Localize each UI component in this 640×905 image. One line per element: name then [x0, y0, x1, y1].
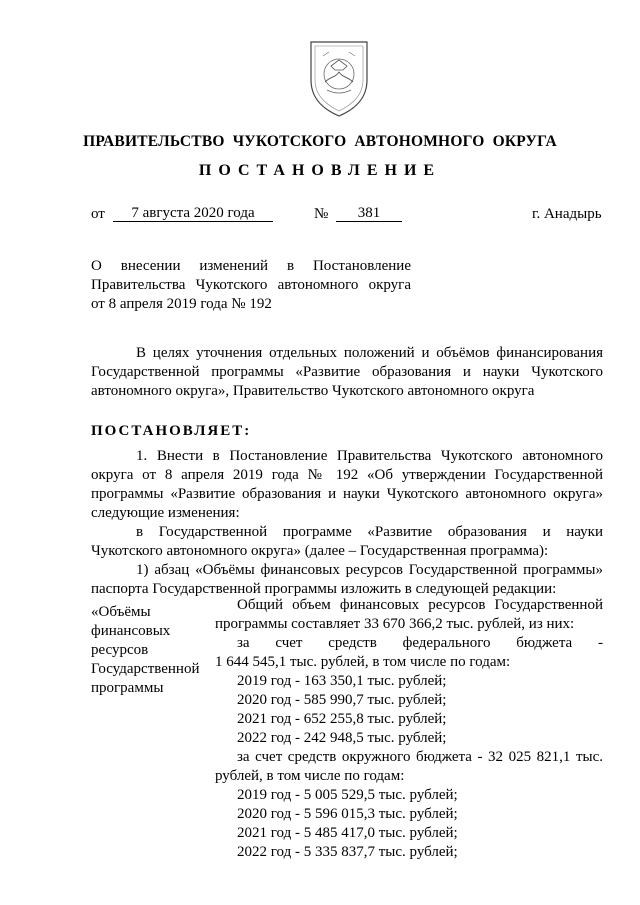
table-right-line: за счет средств федерального бюджета -	[237, 635, 603, 651]
table-right-line: за счет средств окружного бюджета - 32 025 821,1 тыс.	[237, 749, 603, 765]
decree-word: ПОСТАНОВЛЯЕТ:	[91, 423, 252, 439]
preamble-line: В целях уточнения отдельных положений и объёмов финансирования	[136, 345, 603, 361]
table-left-line: «Объёмы	[91, 604, 151, 620]
table-right-line: 2019 год - 5 005 529,5 тыс. рублей;	[237, 787, 458, 803]
item-line: округа от 8 апреля 2019 года № 192 «Об утверждении Государственной	[91, 467, 603, 483]
table-right-line: 2021 год - 5 485 417,0 тыс. рублей;	[237, 825, 458, 841]
table-left-line: ресурсов	[91, 642, 149, 658]
table-left-line: программы	[91, 680, 164, 696]
table-right-line: рублей, в том числе по годам:	[215, 768, 405, 784]
table-right-line: Общий объем финансовых ресурсов Государственной	[237, 597, 603, 613]
document-date: 7 августа 2020 года	[113, 205, 273, 222]
item-line: в Государственной программе «Развитие образования и науки	[136, 524, 603, 540]
item-line: следующие изменения:	[91, 505, 240, 521]
subject-line: Правительства Чукотского автономного округа	[91, 277, 411, 293]
table-left-line: Государственной	[91, 661, 200, 677]
item-line: Чукотского автономного округа» (далее – Государственная программа):	[91, 543, 549, 559]
document-number: 381	[336, 205, 402, 222]
subject-block	[91, 257, 411, 314]
table-right-line: 1 644 545,1 тыс. рублей, в том числе по годам:	[215, 654, 511, 670]
preamble	[91, 344, 603, 401]
subject-line: от 8 апреля 2019 года № 192	[91, 296, 272, 312]
organization-name: ПРАВИТЕЛЬСТВО ЧУКОТСКОГО АВТОНОМНОГО ОКРУГА	[83, 133, 557, 150]
preamble-line: автономного округа», Правительство Чукотского автономного округа	[91, 383, 535, 399]
document-type: ПОСТАНОВЛЕНИЕ	[198, 162, 442, 179]
table-right-line: 2020 год - 5 596 015,3 тыс. рублей;	[237, 806, 458, 822]
table-left-cell	[91, 603, 211, 698]
table-right-line: 2022 год - 242 948,5 тыс. рублей;	[237, 730, 447, 746]
number-label: №	[314, 206, 329, 222]
item-line: 1) абзац «Объёмы финансовых ресурсов Государственной программы»	[136, 562, 603, 578]
item-line: паспорта Государственной программы изложить в следующей редакции:	[91, 581, 557, 597]
item-line: программы «Развитие образования и науки Чукотского автономного округа»	[91, 486, 603, 502]
table-right-cell	[215, 596, 603, 862]
table-right-line: 2020 год - 585 990,7 тыс. рублей;	[237, 692, 447, 708]
preamble-line: Государственной программы «Развитие образования и науки Чукотского	[91, 364, 603, 380]
subject-line: О внесении изменений в Постановление	[91, 258, 411, 274]
item-1	[91, 447, 603, 599]
table-right-line: 2019 год - 163 350,1 тыс. рублей;	[237, 673, 447, 689]
coat-of-arms-emblem	[305, 38, 373, 118]
date-prefix: от	[91, 206, 105, 222]
table-right-line: программы составляет 33 670 366,2 тыс. рублей, из них:	[215, 616, 575, 632]
table-left-line: финансовых	[91, 623, 171, 639]
table-right-line: 2021 год - 652 255,8 тыс. рублей;	[237, 711, 447, 727]
table-right-line: 2022 год - 5 335 837,7 тыс. рублей;	[237, 844, 458, 860]
item-line: 1. Внести в Постановление Правительства Чукотского автономного	[136, 448, 603, 464]
city: г. Анадырь	[532, 206, 602, 222]
